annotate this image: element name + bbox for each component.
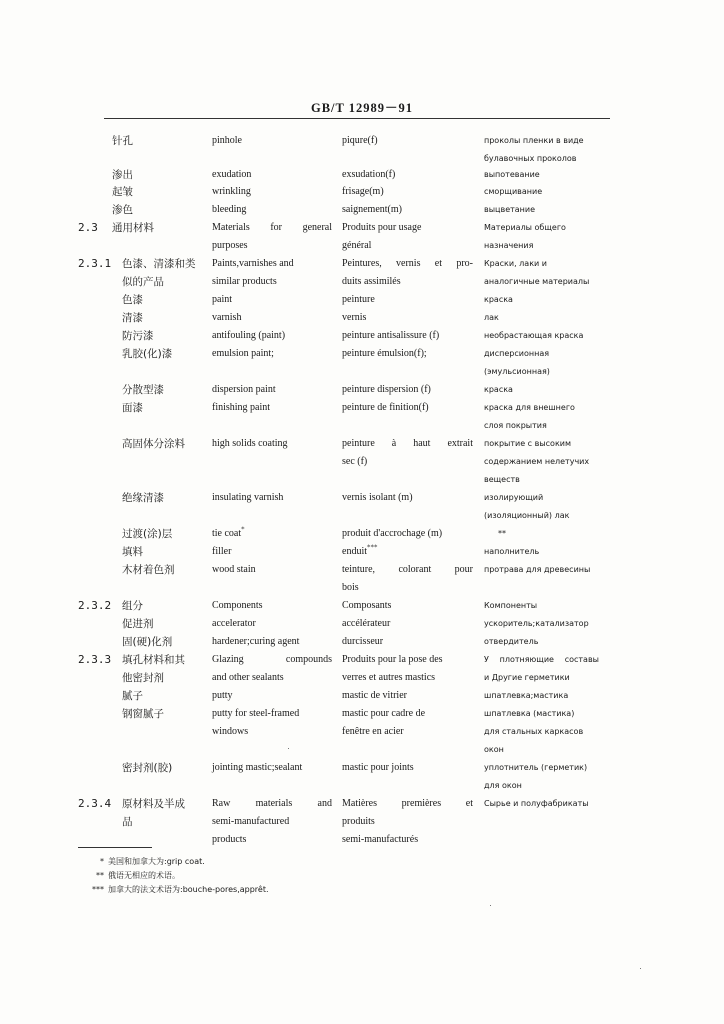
term-russian: дисперсионная — [484, 349, 550, 358]
table-row — [0, 489, 724, 504]
term-english: putty — [212, 690, 233, 701]
term-chinese: 原材料及半成 — [122, 798, 185, 810]
table-row — [0, 327, 724, 342]
term-english: high solids coating — [212, 438, 288, 449]
table-row — [0, 525, 724, 540]
term-french: produit d'accrochage (m) — [342, 528, 443, 539]
term-russian: шпатлевка (мастика) — [484, 709, 575, 718]
table-row — [0, 669, 724, 684]
footnote — [82, 856, 205, 868]
term-russian: (эмульсионная) — [484, 367, 550, 376]
footnote-marker: *** — [367, 543, 378, 552]
footnote-marker: * — [241, 525, 245, 534]
term-chinese: 固(硬)化剂 — [122, 636, 173, 648]
term-chinese: 乳胶(化)漆 — [122, 348, 173, 360]
table-row — [0, 417, 724, 430]
term-chinese: 密封剂(胶) — [122, 762, 173, 774]
term-french: général — [342, 240, 372, 251]
table-row — [0, 399, 724, 414]
term-chinese: 腻子 — [122, 690, 143, 702]
table-row — [0, 453, 724, 467]
term-english: Glazing compounds — [212, 654, 332, 665]
term-russian: краска для внешнего — [484, 403, 575, 412]
term-russian: проколы пленки в виде — [484, 136, 584, 145]
term-english: bleeding — [212, 204, 247, 215]
table-row — [0, 777, 724, 790]
term-chinese: 品 — [122, 816, 133, 828]
term-russian: лак — [484, 313, 499, 322]
table-row — [0, 219, 724, 234]
term-french: Matières premières et — [342, 798, 473, 809]
term-chinese: 过渡(涂)层 — [122, 528, 173, 540]
term-english: products — [212, 834, 247, 845]
term-chinese: 似的产品 — [122, 276, 164, 288]
table-row — [0, 183, 724, 198]
term-russian: содержанием нелетучих — [484, 457, 590, 466]
term-russian: сморщивание — [484, 187, 543, 196]
term-russian: булавочных проколов — [484, 154, 577, 163]
term-chinese: 清漆 — [122, 312, 143, 324]
term-french: peinture dispersion (f) — [342, 384, 431, 395]
table-row — [0, 741, 724, 754]
table-row — [0, 309, 724, 324]
term-english: and other sealants — [212, 672, 284, 683]
table-row — [0, 687, 724, 702]
footnote-text: 俄语无相应的术语。 — [108, 871, 180, 880]
term-russian: ускоритель;катализатор — [484, 619, 589, 628]
term-chinese: 面漆 — [122, 402, 143, 414]
term-french: mastic de vitrier — [342, 690, 407, 701]
term-chinese: 色漆、清漆和类 — [122, 258, 196, 270]
table-row — [0, 813, 724, 828]
term-french: produits — [342, 816, 375, 827]
term-russian: слоя покрытия — [484, 421, 547, 430]
term-english: dispersion paint — [212, 384, 276, 395]
term-french: peinture antisalissure (f) — [342, 330, 440, 341]
term-russian: Материалы общего — [484, 223, 566, 232]
term-french: durcisseur — [342, 636, 384, 647]
table-row — [0, 363, 724, 376]
table-row — [0, 543, 724, 558]
term-english: purposes — [212, 240, 248, 251]
footnote-text: 加拿大的法文术语为:bouche-pores,apprêt. — [108, 885, 269, 894]
term-russian: наполнитель — [484, 547, 540, 556]
footnote-text: 美国和加拿大为:grip coat. — [108, 857, 205, 866]
term-french: sec (f) — [342, 456, 368, 467]
table-row — [0, 651, 724, 666]
term-russian: краска — [484, 385, 513, 394]
term-chinese: 绝缘清漆 — [122, 492, 164, 504]
term-russian: необрастающая краска — [484, 331, 584, 340]
term-chinese: 渗出 — [112, 169, 133, 181]
footnote-mark: * — [100, 857, 104, 866]
term-french: frisage(m) — [342, 186, 384, 197]
table-row — [0, 345, 724, 360]
scan-speck — [640, 968, 641, 969]
term-french: mastic pour joints — [342, 762, 414, 773]
table-row — [0, 255, 724, 270]
term-french: peinture émulsion(f); — [342, 348, 427, 359]
term-russian: протрава для древесины — [484, 565, 591, 574]
section-number: 2.3.3 — [78, 653, 112, 666]
term-chinese: 高固体分涂料 — [122, 438, 185, 450]
term-chinese: 促进剂 — [122, 618, 154, 630]
scan-speck — [490, 905, 491, 906]
table-row — [0, 291, 724, 306]
term-english: putty for steel-framed — [212, 708, 300, 719]
term-french: verres et autres mastics — [342, 672, 436, 683]
term-french: accélérateur — [342, 618, 391, 629]
table-row — [0, 795, 724, 810]
term-french: peinture à haut extrait — [342, 438, 473, 449]
term-french: teinture, colorant pour — [342, 564, 473, 575]
section-number: 2.3.1 — [78, 257, 112, 270]
term-chinese: 钢窗腻子 — [122, 708, 164, 720]
term-english: semi-manufactured — [212, 816, 290, 827]
term-russian: шпатлевка;мастика — [484, 691, 569, 700]
term-french: enduit*** — [342, 543, 378, 557]
term-english: filler — [212, 546, 232, 557]
term-french: peinture de finition(f) — [342, 402, 429, 413]
term-french: Produits pour usage — [342, 222, 422, 233]
table-row — [0, 237, 724, 251]
scan-speck — [288, 748, 289, 749]
table-row — [0, 831, 724, 845]
term-english: Components — [212, 600, 263, 611]
term-russian: отвердитель — [484, 637, 539, 646]
term-english: wood stain — [212, 564, 256, 575]
footnote — [82, 870, 180, 882]
term-chinese: 分散型漆 — [122, 384, 164, 396]
term-russian: У плотняющие составы — [484, 655, 599, 664]
term-chinese: 渗色 — [112, 204, 133, 216]
footnote-mark: *** — [92, 885, 104, 894]
term-french: fenêtre en acier — [342, 726, 404, 737]
term-english: Paints,varnishes and — [212, 258, 294, 269]
table-row — [0, 705, 724, 720]
term-french: bois — [342, 582, 359, 593]
term-english: Materials for general — [212, 222, 332, 233]
term-chinese: 防污漆 — [122, 330, 154, 342]
header-rule — [104, 118, 610, 119]
table-row — [0, 435, 724, 450]
term-russian: покрытие с высоким — [484, 439, 572, 448]
term-french: peinture — [342, 294, 375, 305]
table-row — [0, 759, 724, 774]
term-russian: выпотевание — [484, 170, 540, 179]
footnote-mark: ** — [96, 871, 104, 880]
table-row — [0, 132, 724, 147]
term-french: exsudation(f) — [342, 169, 396, 180]
table-row — [0, 579, 724, 593]
term-russian: Компоненты — [484, 601, 538, 610]
table-row — [0, 723, 724, 737]
term-chinese: 填孔材料和其 — [122, 654, 185, 666]
footnote-rule — [78, 847, 152, 848]
term-russian: уплотнитель (герметик) — [484, 763, 588, 772]
table-row — [0, 561, 724, 576]
term-chinese: 起皱 — [112, 186, 133, 198]
term-russian: Краски, лаки и — [484, 259, 547, 268]
term-russian: окон — [484, 745, 504, 754]
term-russian: (изоляционный) лак — [484, 511, 570, 520]
term-french: piqure(f) — [342, 135, 378, 146]
term-chinese: 通用材料 — [112, 222, 154, 234]
term-english: finishing paint — [212, 402, 271, 413]
term-french: vernis — [342, 312, 367, 323]
term-french: Composants — [342, 600, 392, 611]
page-header: GB/T 12989－91 — [310, 101, 414, 115]
table-row — [0, 273, 724, 288]
table-row — [0, 507, 724, 520]
term-english: pinhole — [212, 135, 242, 146]
term-english: accelerator — [212, 618, 256, 629]
term-english: antifouling (paint) — [212, 330, 286, 341]
table-row — [0, 150, 724, 163]
term-french: vernis isolant (m) — [342, 492, 413, 503]
term-russian: ** — [498, 529, 506, 538]
term-english: hardener;curing agent — [212, 636, 300, 647]
term-chinese: 木材着色剂 — [122, 564, 175, 576]
term-english: windows — [212, 726, 249, 737]
term-english: varnish — [212, 312, 242, 323]
table-row — [0, 471, 724, 484]
term-english: tie coat* — [212, 525, 245, 539]
term-french: saignement(m) — [342, 204, 402, 215]
term-chinese: 针孔 — [112, 135, 133, 147]
term-russian: и Другие герметики — [484, 673, 570, 682]
term-chinese: 填料 — [122, 546, 143, 558]
term-russian: для окон — [484, 781, 522, 790]
table-row — [0, 597, 724, 612]
term-russian: веществ — [484, 475, 520, 484]
term-russian: выцветание — [484, 205, 536, 214]
term-english: Raw materials and — [212, 798, 332, 809]
term-french: mastic pour cadre de — [342, 708, 426, 719]
table-row — [0, 201, 724, 216]
term-russian: изолирующий — [484, 493, 544, 502]
term-russian: краска — [484, 295, 513, 304]
section-number: 2.3.2 — [78, 599, 112, 612]
section-number: 2.3 — [78, 221, 98, 234]
table-row — [0, 166, 724, 181]
term-english: jointing mastic;sealant — [212, 762, 303, 773]
term-chinese: 组分 — [122, 600, 143, 612]
term-russian: Сырье и полуфабрикаты — [484, 799, 589, 808]
footnote — [82, 884, 269, 896]
table-row — [0, 633, 724, 648]
term-english: emulsion paint; — [212, 348, 274, 359]
term-french: duits assimilés — [342, 276, 401, 287]
term-french: Produits pour la pose des — [342, 654, 443, 665]
term-russian: назначения — [484, 241, 534, 250]
term-english: similar products — [212, 276, 277, 287]
term-french: semi-manufacturés — [342, 834, 419, 845]
term-chinese: 色漆 — [122, 294, 143, 306]
term-english: insulating varnish — [212, 492, 284, 503]
term-french: Peintures, vernis et pro- — [342, 258, 473, 269]
term-russian: аналогичные материалы — [484, 277, 590, 286]
term-chinese: 他密封剂 — [122, 672, 164, 684]
term-english: wrinkling — [212, 186, 251, 197]
table-row — [0, 381, 724, 396]
term-english: paint — [212, 294, 232, 305]
table-row — [0, 615, 724, 630]
term-english: exudation — [212, 169, 252, 180]
term-russian: для стальных каркасов — [484, 727, 584, 736]
section-number: 2.3.4 — [78, 797, 112, 810]
